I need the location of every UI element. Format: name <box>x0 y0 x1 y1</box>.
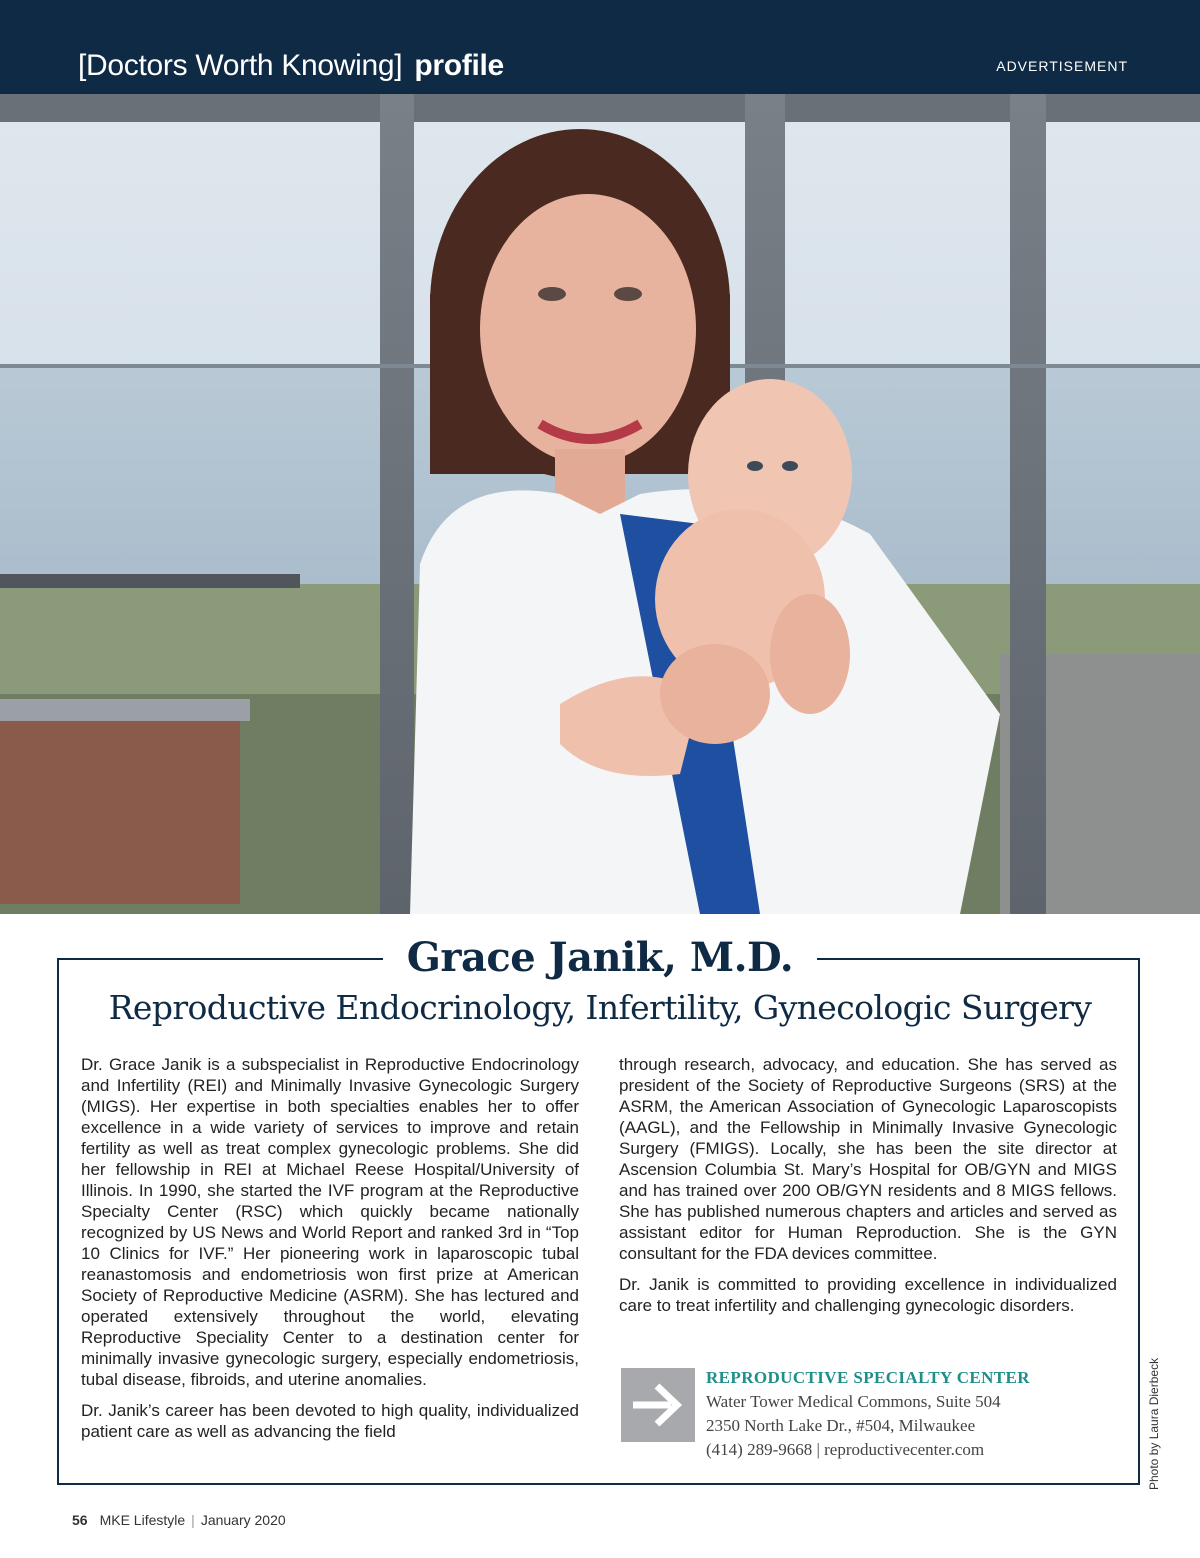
contact-block <box>619 1366 1099 1459</box>
section-title <box>78 46 504 86</box>
page-number: 56 <box>72 1512 88 1528</box>
body-column-left <box>81 1054 579 1452</box>
body-column-right <box>619 1054 1117 1326</box>
phone-website-line: (414) 289-9668 | reproductivecenter.com <box>706 1440 985 1459</box>
body-paragraph: Dr. Janik is committed to providing excellence in individualized care to treat infertility and challenging gynecologic disorders. <box>619 1275 1117 1315</box>
doctor-name-text: Grace Janik, M.D. <box>383 930 817 986</box>
footer-separator: | <box>191 1512 195 1528</box>
doctor-holding-baby-icon <box>0 94 1200 914</box>
address-line-1: Water Tower Medical Commons, Suite 504 <box>706 1392 1001 1411</box>
photo-credit: Photo by Laura Dierbeck <box>1147 1357 1161 1490</box>
doctor-name <box>0 930 1200 986</box>
section-title-bracket: [Doctors Worth Knowing] <box>78 49 403 82</box>
doctor-specialty: Reproductive Endocrinology, Infertility, Gynecologic Surgery <box>108 988 1092 1027</box>
body-paragraph: through research, advocacy, and education. She has served as president of the Society of Reproductive Surgeons (SRS) at the ASRM, the American Association of Gynecologic Laparoscopists (AAGL), and the Fellowship in Minimally Invasive Gynecologic Surgery (FMIGS). Locally, she has been the site director at Ascension Columbia St. Mary’s Hospital for OB/GYN and MIGS and has trained over 200 OB/GYN residents and 8 MIGS fellows. She has published numerous chapters and articles and served as assistant editor for Human Reproduction. She is the GYN consultant for the FDA devices committee. <box>619 1055 1117 1263</box>
website-link[interactable]: reproductivecenter.com <box>824 1440 985 1459</box>
doctor-portrait-photo <box>0 94 1200 914</box>
page-footer <box>72 1512 286 1528</box>
address-line-2: 2350 North Lake Dr., #504, Milwaukee <box>706 1416 976 1435</box>
page-header <box>0 0 1200 94</box>
publication-name: MKE Lifestyle <box>99 1512 186 1528</box>
body-paragraph: Dr. Janik’s career has been devoted to high quality, individualized patient care as well as advancing the field <box>81 1401 579 1441</box>
advertisement-label: ADVERTISEMENT <box>996 58 1128 74</box>
issue-date: January 2020 <box>200 1512 286 1528</box>
arrow-right-icon <box>621 1368 695 1442</box>
body-paragraph: Dr. Grace Janik is a subspecialist in Reproductive Endocrinology and Infertility (REI) and Minimally Invasive Gynecologic Surgery (MIGS). Her expertise in both specialties enables her to offer excellence in a wide variety of services to improve and retain fertility as well as treat complex gynecologic problems. She did her fellowship in REI at Michael Reese Hospital/University of Illinois. In 1990, she started the IVF program at the Reproductive Specialty Center (RSC) which quickly became nationally recognized by US News and World Report and ranked 3rd in “Top 10 Clinics for IVF.” Her pioneering work in laparoscopic tubal reanastomosis and endometriosis won first prize at American Society of Reproductive Medicine (ASRM). She has lectured and operated extensively throughout the world, elevating Reproductive Speciality Center to a destination center for minimally invasive gynecologic surgery, especially endometriosis, tubal disease, fibroids, and uterine anomalies. <box>81 1055 579 1389</box>
contact-details <box>706 1366 1030 1462</box>
practice-name: REPRODUCTIVE SPECIALTY CENTER <box>706 1368 1030 1387</box>
phone-number: (414) 289-9668 <box>706 1440 813 1459</box>
section-title-profile: profile <box>414 49 504 82</box>
